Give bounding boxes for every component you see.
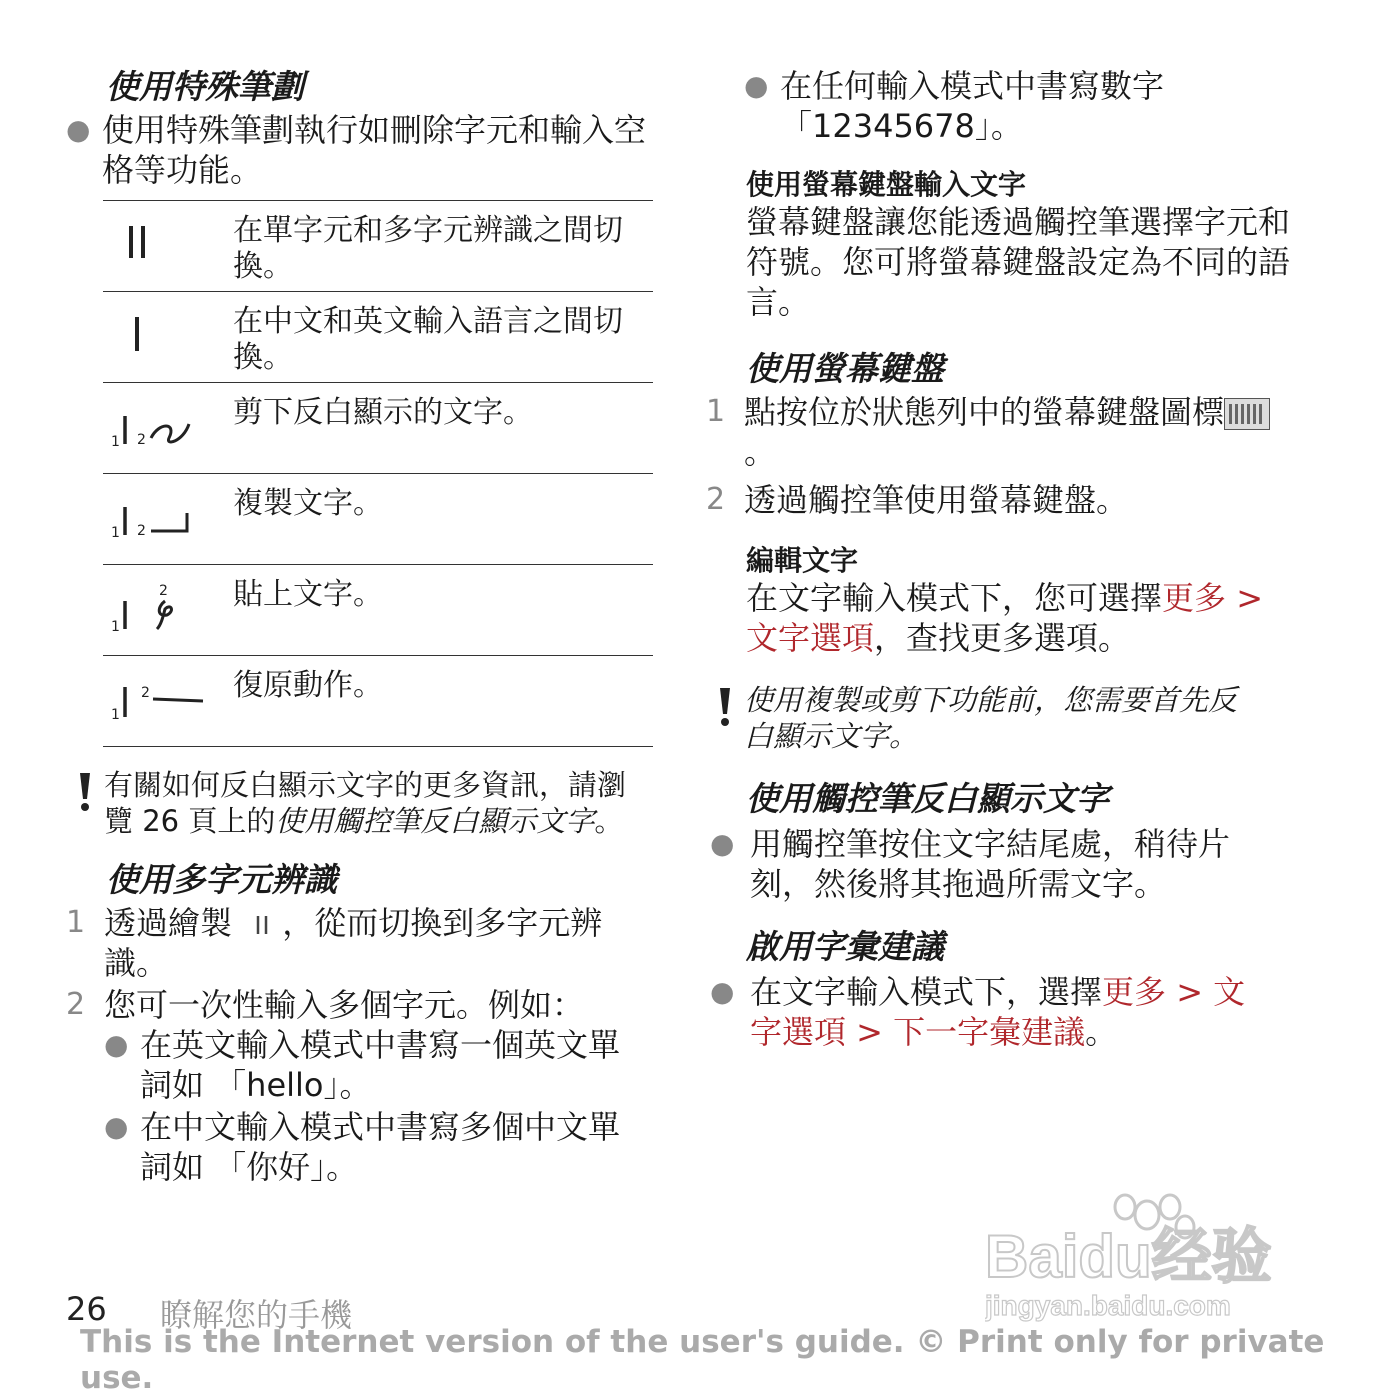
paw-logo-icon — [985, 1185, 1305, 1325]
svg-text:jingyan.baidu.com: jingyan.baidu.com — [985, 1290, 1231, 1321]
section-title: 瞭解您的手機 — [160, 1296, 353, 1334]
table-row — [103, 292, 653, 383]
note-highlight — [66, 767, 656, 839]
svg-text:1: 1 — [111, 706, 120, 723]
table-row-text: 在單字元和多字元辨識之間切換。 — [233, 213, 623, 284]
heading-multi-char: 使用多字元辨識 — [106, 860, 337, 899]
stroke-copy-icon — [107, 493, 217, 543]
bullet-dot: ● — [710, 975, 735, 1008]
svg-text:2: 2 — [137, 431, 146, 448]
heading-keyboard-input: 使用螢幕鍵盤輸入文字 — [746, 168, 1027, 201]
note-text: 有關如何反白顯示文字的更多資訊，請瀏覽 26 頁上的使用觸控筆反白顯示文字。 — [104, 768, 627, 838]
bullet-highlight — [706, 824, 1306, 904]
baidu-watermark — [985, 1185, 1305, 1325]
table-row-text: 在中文和英文輸入語言之間切換。 — [233, 304, 623, 375]
page-number: 26 — [66, 1290, 107, 1328]
table-row — [103, 383, 653, 474]
note-text: 使用複製或剪下功能前，您需要首先反白顯示文字。 — [744, 683, 1238, 753]
bullet-text: 在文字輸入模式下，選擇更多 > 文字選項 > 下一字彙建議。 — [750, 973, 1246, 1051]
table-row — [103, 656, 653, 747]
menu-path: 更多 > 文字選項 — [746, 579, 1264, 657]
bullet-dot: ● — [744, 69, 769, 102]
heading-special-strokes: 使用特殊筆劃 — [106, 67, 304, 106]
step-text: 您可一次性輸入多個字元。例如： — [104, 986, 585, 1024]
intro-bullet — [66, 110, 656, 190]
bullet-digits — [744, 66, 1306, 146]
stroke-double-down-icon — [107, 220, 167, 270]
stroke-undo-icon — [107, 675, 217, 725]
stroke-double-down-icon — [242, 912, 282, 938]
sub-bullet — [104, 1107, 656, 1187]
bullet-dot: ● — [66, 113, 91, 146]
right-column — [706, 66, 1306, 1052]
bullet-suggestions — [706, 972, 1306, 1052]
svg-text:1: 1 — [111, 524, 120, 541]
keyboard-description: 螢幕鍵盤讓您能透過觸控筆選擇字元和符號。您可將螢幕鍵盤設定為不同的語言。 — [746, 203, 1291, 321]
note-link: 使用觸控筆反白顯示文字 — [275, 804, 595, 838]
heading-use-keyboard: 使用螢幕鍵盤 — [746, 349, 944, 388]
stroke-single-down-icon — [107, 311, 167, 361]
svg-text:Baidu经验: Baidu经验 — [985, 1223, 1272, 1290]
edit-text: 在文字輸入模式下，您可選擇更多 > 文字選項，查找更多選項。 — [746, 579, 1264, 657]
table-row — [103, 201, 653, 292]
table-row-text: 貼上文字。 — [233, 577, 383, 612]
table-row-text: 複製文字。 — [233, 486, 383, 521]
svg-text:1: 1 — [111, 433, 120, 450]
svg-text:2: 2 — [159, 582, 168, 599]
table-row — [103, 474, 653, 565]
step-1 — [66, 903, 656, 983]
sub-bullet-text: 在英文輸入模式中書寫一個英文單詞如 「hello」。 — [140, 1026, 621, 1104]
bullet-dot: ● — [104, 1110, 129, 1143]
step-number: 2 — [66, 987, 86, 1022]
warning-icon — [66, 767, 104, 813]
menu-path: 更多 > 文字選項 > 下一字彙建議 — [750, 973, 1246, 1051]
table-row-text: 復原動作。 — [233, 668, 383, 703]
step-text: 透過繪製 ，從而切換到多字元辨識。 — [104, 904, 603, 982]
stroke-cut-icon — [107, 402, 217, 452]
bullet-dot: ● — [710, 827, 735, 860]
step-text: 透過觸控筆使用螢幕鍵盤。 — [744, 481, 1129, 519]
sub-bullet — [104, 1025, 656, 1105]
bullet-text: 在任何輸入模式中書寫數字「12345678」。 — [780, 67, 1165, 145]
table-row-text: 剪下反白顯示的文字。 — [233, 395, 533, 430]
table-row — [103, 565, 653, 656]
svg-text:2: 2 — [137, 522, 146, 539]
note-copy-cut — [706, 682, 1306, 754]
stroke-table — [103, 200, 653, 747]
bullet-dot: ● — [104, 1028, 129, 1061]
intro-text: 使用特殊筆劃執行如刪除字元和輸入空格等功能。 — [102, 111, 647, 189]
heading-highlight: 使用觸控筆反白顯示文字 — [746, 779, 1109, 818]
step-2 — [706, 480, 1306, 520]
step-1 — [706, 392, 1306, 472]
step-text: 點按位於狀態列中的螢幕鍵盤圖標 。 — [744, 392, 1294, 472]
step-number: 1 — [66, 905, 86, 940]
step-number: 1 — [706, 394, 726, 429]
left-column — [66, 66, 656, 1187]
bullet-text: 用觸控筆按住文字結尾處，稍待片刻，然後將其拖過所需文字。 — [750, 825, 1231, 903]
keyboard-icon — [1224, 398, 1270, 430]
svg-text:1: 1 — [111, 618, 120, 635]
heading-edit-text: 編輯文字 — [746, 544, 859, 577]
step-2 — [66, 985, 656, 1025]
svg-text:2: 2 — [141, 684, 150, 701]
stroke-paste-icon — [107, 581, 217, 637]
warning-icon — [706, 682, 744, 728]
disclaimer: This is the Internet version of the user's guide. © Print only for private use. — [80, 1324, 1325, 1396]
step-number: 2 — [706, 482, 726, 517]
sub-bullet-text: 在中文輸入模式中書寫多個中文單詞如 「你好」。 — [140, 1108, 621, 1186]
heading-suggestions: 啟用字彙建議 — [746, 927, 944, 966]
